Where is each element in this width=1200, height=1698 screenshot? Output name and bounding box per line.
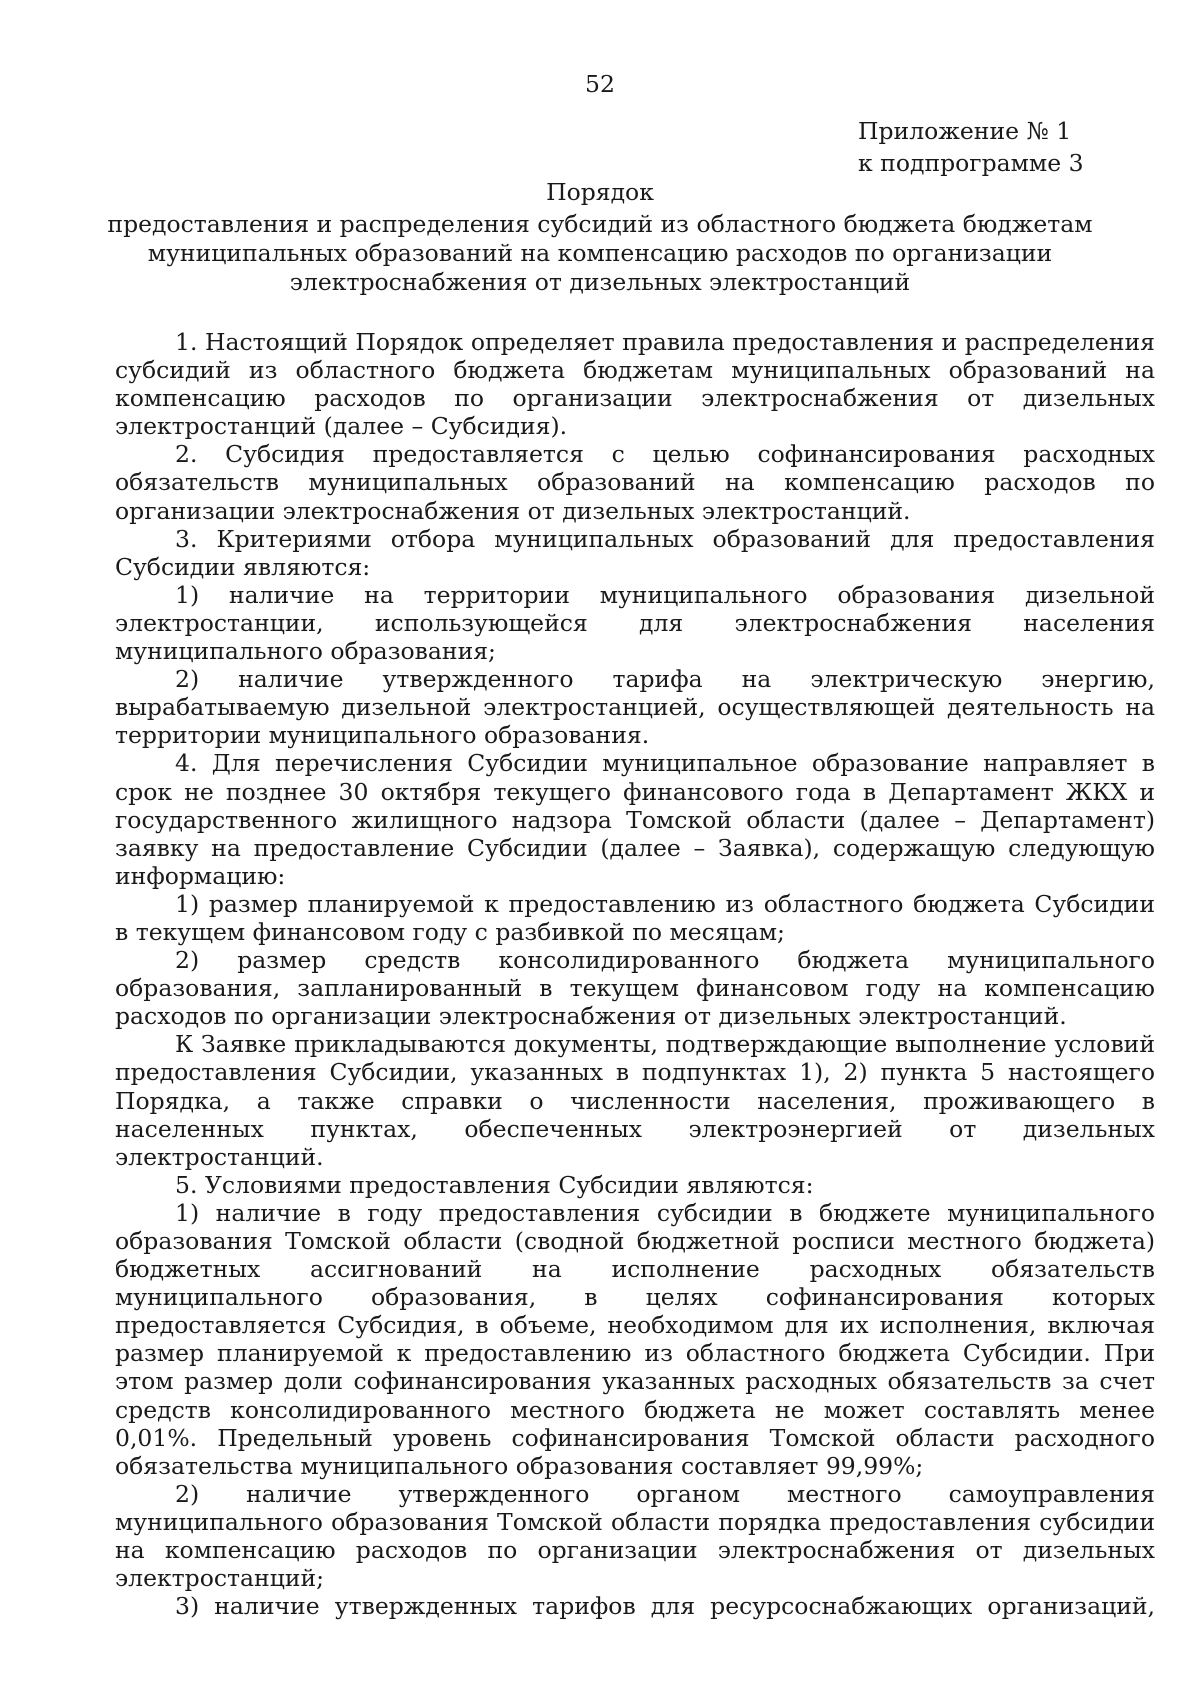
paragraph: 4. Для перечисления Субсидии муниципальное образование направляет в срок не позднее 30 октября текущего финансового года в Департамент ЖКХ и государственного жилищного надзора Томской области (далее – Департамент) заявку на предоставление Субсидии (далее – Заявка), содержащую следующую информацию: — [115, 749, 1155, 890]
heading-line: предоставления и распределения субсидий из областного бюджета бюджетам — [107, 210, 1093, 238]
page-number: 52 — [585, 70, 615, 98]
heading-title: Порядок — [546, 178, 654, 206]
paragraph: 1) наличие в году предоставления субсидии в бюджете муниципального образования Томской области (сводной бюджетной росписи местного бюджета) бюджетных ассигнований на исполнение расходных обязательств муниципального образования, в целях софинансирования которых предоставляется Субсидия, в объеме, необходимом для их исполнения, включая размер планируемой к предоставлению из областного бюджета Субсидии. При этом размер доли софинансирования указанных расходных обязательств за счет средств консолидированного местного бюджета не может составлять менее 0,01%. Предельный уровень софинансирования Томской области расходного обязательства муниципального образования составляет 99,99%; — [115, 1198, 1155, 1480]
document-heading — [100, 178, 1100, 297]
paragraph: 3. Критериями отбора муниципальных образований для предоставления Субсидии являются: — [115, 524, 1155, 581]
paragraph: 2. Субсидия предоставляется с целью софинансирования расходных обязательств муниципальных образований на компенсацию расходов по организации электроснабжения от дизельных электростанций. — [115, 440, 1155, 525]
paragraph: 5. Условиями предоставления Субсидии являются: — [175, 1170, 814, 1199]
heading-line: электроснабжения от дизельных электростанций — [289, 268, 911, 296]
appendix-line: к подпрограмме 3 — [858, 149, 1084, 177]
paragraph: 1) размер планируемой к предоставлению из областного бюджета Субсидии в текущем финансовом году с разбивкой по месяцам; — [115, 889, 1155, 946]
paragraph: 2) наличие утвержденного органом местного самоуправления муниципального образования Томской области порядка предоставления субсидии на компенсацию расходов по организации электроснабжения от дизельных электростанций; — [115, 1479, 1155, 1593]
appendix-note — [858, 115, 1084, 179]
paragraph: 1) наличие на территории муниципального образования дизельной электростанции, использующейся для электроснабжения населения муниципального образования; — [115, 580, 1155, 666]
paragraph: 2) размер средств консолидированного бюджета муниципального образования, запланированный в текущем финансовом году на компенсацию расходов по организации электроснабжения от дизельных электростанций. — [115, 946, 1155, 1031]
paragraph: 2) наличие утвержденного тарифа на электрическую энергию, вырабатываемую дизельной электростанцией, осуществляющей деятельность на территории муниципального образования. — [115, 665, 1155, 750]
appendix-line: Приложение № 1 — [858, 117, 1072, 145]
document-body — [115, 328, 1155, 1620]
paragraph: К Заявке прикладываются документы, подтверждающие выполнение условий предоставления Субсидии, указанных в подпунктах 1), 2) пункта 5 настоящего Порядка, а также справки о численности населения, проживающего в населенных пунктах, обеспеченных электроэнергией от дизельных электростанций. — [115, 1030, 1155, 1171]
paragraph: 3) наличие утвержденных тарифов для ресурсоснабжающих организаций, — [175, 1592, 1155, 1621]
heading-line: муниципальных образований на компенсацию расходов по организации — [147, 239, 1053, 267]
paragraph: 1. Настоящий Порядок определяет правила предоставления и распределения субсидий из областного бюджета бюджетам муниципальных образований на компенсацию расходов по организации электроснабжения от дизельных электростанций (далее – Субсидия). — [115, 328, 1155, 441]
